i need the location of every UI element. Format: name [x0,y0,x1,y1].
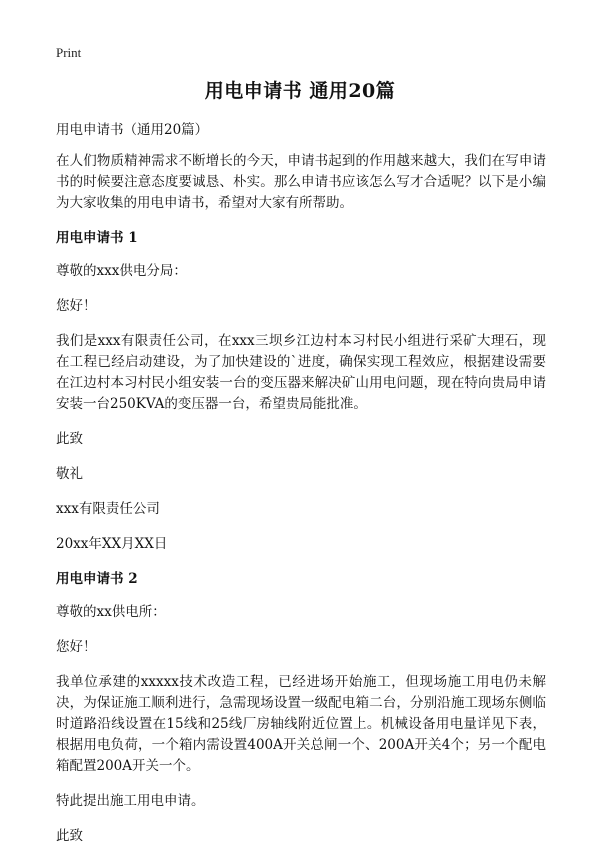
salutation: 尊敬的xx供电所： [56,604,166,620]
print-label[interactable]: Print [56,45,82,60]
greeting: 您好！ [56,639,97,655]
letter-section-2 [56,569,546,847]
signature: xxx有限责任公司 [56,501,160,517]
letter-date: 20xx年XX月XX日 [56,536,168,552]
section-heading: 用电申请书 1 [56,230,138,246]
section-heading: 用电申请书 2 [56,571,138,587]
letter-body: 我单位承建的xxxxx技术改造工程，已经进场开始施工，但现场施工用电仍未解决，为保证施工顺利进行，急需现场设置一级配电箱二台，分别沿施工现场东侧临时道路沿线设置在15线和25线厂房轴线附近位置上。机械设备用电量详见下表，根据用电负荷，一个箱内需设置400A开关总闸一个、200A开关4个；另一个配电箱配置200A开关一个。 [56,674,546,774]
letter-body: 我们是xxx有限责任公司，在xxx三坝乡江边村本习村民小组进行采矿大理石，现在工程已经启动建设，为了加快建设的`进度，确保实现工程效应，根据建设需要在江边村本习村民小组安装一台的变压器来解决矿山用电问题，现在特向贵局申请安装一台250KVA的变压器一台，希望贵局能批准。 [56,333,546,412]
intro-paragraph: 在人们物质精神需求不断增长的今天，申请书起到的作用越来越大，我们在写申请书的时候要注意态度要诚恳、朴实。那么申请书应该怎么写才合适呢？以下是小编为大家收集的用电申请书，希望对大家有所帮助。 [56,153,546,211]
salutation: 尊敬的xxx供电分局： [56,263,187,279]
document-body [56,120,546,861]
document-subtitle: 用电申请书（通用20篇） [56,122,209,138]
closing-line-2: 敬礼 [56,466,83,482]
closing-line-1: 此致 [56,431,83,447]
document-title: 用电申请书 通用20篇 [204,80,396,102]
request-line: 特此提出施工用电申请。 [56,793,205,809]
closing-line-1: 此致 [56,828,83,844]
greeting: 您好！ [56,298,97,314]
letter-section-1 [56,228,546,555]
